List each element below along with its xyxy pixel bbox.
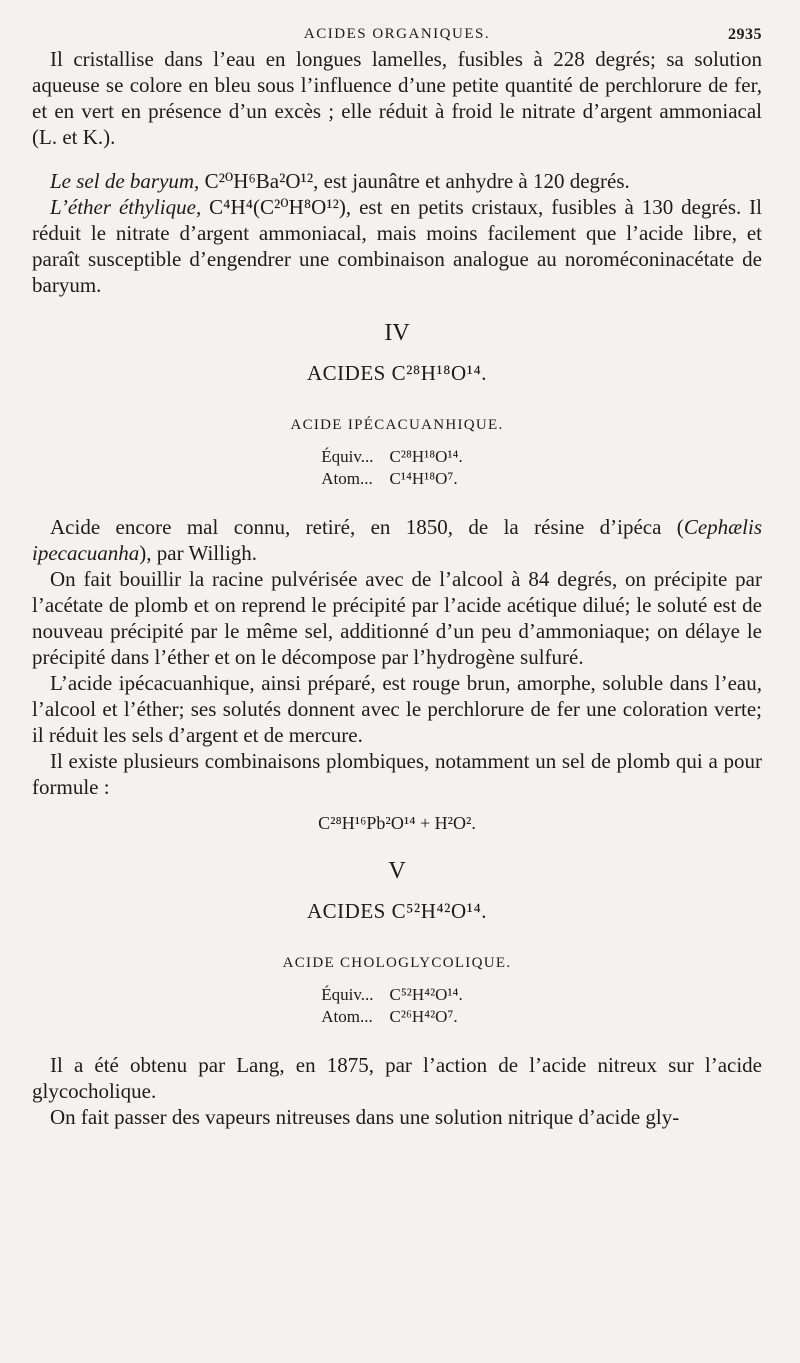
barium-salt-text: , est jaunâtre et anhydre à 120 degrés. [313, 169, 630, 193]
atom-label: Atom... [321, 1007, 373, 1026]
equiv-row [321, 984, 472, 1006]
section-numeral-v: V [388, 858, 406, 884]
atom-label: Atom... [321, 469, 373, 488]
equiv-formula: C⁵²H⁴²O¹⁴. [389, 985, 463, 1004]
paragraph-ethyl-ether [32, 194, 762, 298]
running-title: ACIDES ORGANIQUES. [303, 26, 491, 42]
barium-salt-formula: C²⁰H⁶Ba²O¹² [204, 169, 314, 193]
origin-text-end: ), par Willigh. [139, 541, 258, 565]
atom-formula: C²⁶H⁴²O⁷. [389, 1007, 458, 1026]
running-header [32, 0, 762, 46]
equiv-label: Équiv... [321, 985, 374, 1004]
ethyl-ether-formula: C⁴H⁴(C²⁰H⁸O¹²) [209, 195, 346, 219]
paragraph-lead-salts: Il existe plusieurs combinaisons plombiques, notamment un sel de plomb qui a pour formule : [32, 749, 762, 799]
lead-salt-formula: C²⁸H¹⁶Pb²O¹⁴ + H²O². [318, 813, 476, 833]
series-title-v: ACIDES C⁵²H⁴²O¹⁴. [306, 899, 488, 923]
atom-formula: C¹⁴H¹⁸O⁷. [389, 469, 458, 488]
paragraph-preparation: On fait bouillir la racine pulvérisée avec de l’alcool à 84 degrés, on précipite par l’acétate de plomb et on reprend le précipité par l’acide acétique dilué; le soluté est de nouveau précipité par le même sel, additionné d’un peu d’ammoniaque; on délaye le précipité dans l’éther et on le décompose par l’hydrogène sulfuré. [32, 567, 762, 669]
atom-row [321, 1006, 472, 1028]
paragraph-barium-salt [32, 168, 762, 194]
ethyl-ether-text: , est en petits cristaux, fusibles à 130 degrés. Il réduit le nitrate d’argent ammoniacal, mais moins facilement que l’acide libre, et paraît susceptible d’engendrer une combinaison analogue au noroméconinacétate de baryum. [32, 195, 763, 297]
origin-text-start: Acide encore mal connu, retiré, en 1850, de la résine d’ipéca ( [50, 515, 684, 539]
page-number: 2935 [728, 26, 762, 43]
paragraph-nitrous-vapours: On fait passer des vapeurs nitreuses dans une solution nitrique d’acide gly- [50, 1105, 680, 1129]
series-title-iv: ACIDES C²⁸H¹⁸O¹⁴. [306, 361, 488, 385]
atom-row [321, 468, 472, 490]
acid-name-chologlycolique: ACIDE CHOLOGLYCOLIQUE. [282, 955, 512, 971]
species-name: Cephælis ipecacuanha [32, 515, 762, 565]
barium-salt-label: Le sel de baryum, [50, 169, 200, 193]
paragraph-properties: L’acide ipécacuanhique, ainsi préparé, est rouge brun, amorphe, soluble dans l’eau, l’alcool et l’éther; ses solutés donnent avec le perchlorure de fer une coloration verte; il réduit les sels d’argent et de mercure. [32, 671, 762, 747]
paragraph-crystallisation: Il cristallise dans l’eau en longues lamelles, fusibles à 228 degrés; sa solution aqueuse se colore en bleu sous l’influence d’une petite quantité de perchlorure de fer, et en vert en présence d’un excès ; elle réduit à froid le nitrate d’argent ammoniacal (L. et K.). [32, 47, 762, 149]
formula-table-ipecacuanhique [321, 446, 472, 490]
page-body [32, 46, 762, 1130]
section-numeral-iv: IV [384, 320, 410, 346]
paragraph-lang-discovery: Il a été obtenu par Lang, en 1875, par l’action de l’acide nitreux sur l’acide glycocholique. [32, 1053, 762, 1103]
ethyl-ether-label: L’éther éthylique, [50, 195, 202, 219]
equiv-row [321, 446, 472, 468]
equiv-label: Équiv... [321, 447, 374, 466]
equiv-formula: C²⁸H¹⁸O¹⁴. [389, 447, 463, 466]
acid-name-ipecacuanhique: ACIDE IPÉCACUANHIQUE. [290, 417, 504, 433]
formula-table-chologlycolique [321, 984, 472, 1028]
paragraph-origin [32, 514, 762, 566]
